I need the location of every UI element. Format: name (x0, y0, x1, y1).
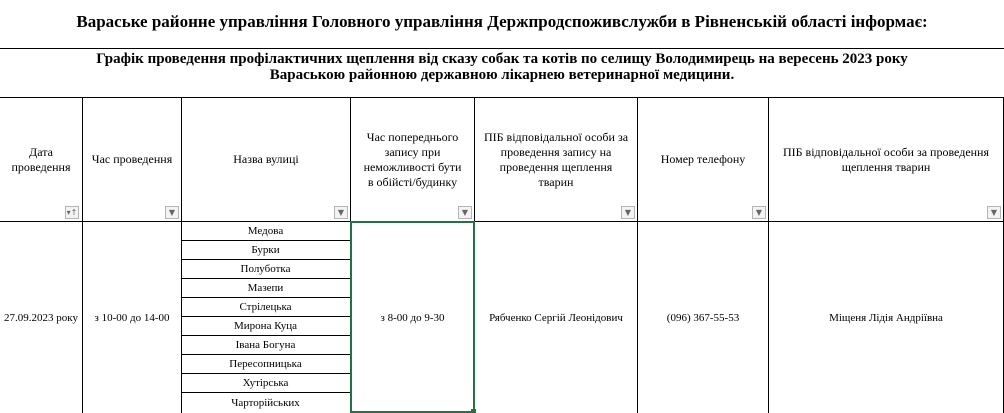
filter-dropdown-icon[interactable]: ▼ (165, 206, 179, 219)
schedule-title-line1: Графік проведення профілактичних щеплення від сказу собак та котів по селищу Володимирець на вересень 2023 року (96, 51, 908, 67)
filter-dropdown-icon[interactable]: ▼ (752, 206, 766, 219)
street-cell: Медова (181, 222, 350, 241)
street-cell: Бурки (181, 241, 350, 260)
date-cell: 27.09.2023 року (4, 311, 78, 324)
street-cell: Мирона Куца (181, 317, 350, 336)
column-header-vaccination-person: ПІБ відповідальної особи за проведення щеплення тварин (782, 144, 990, 174)
pre-registration-time-cell: з 8-00 до 9-30 (380, 311, 445, 324)
street-cell: Мазепи (181, 279, 350, 298)
street-cell: Пересопницька (181, 355, 350, 374)
divider (0, 48, 1004, 49)
registration-person-cell: Рябченко Сергій Леонідович (489, 311, 623, 324)
filter-dropdown-icon[interactable]: ▼ (621, 206, 635, 219)
filter-dropdown-icon[interactable]: ▼ (334, 206, 348, 219)
street-cell: Чарторійських (231, 396, 300, 409)
street-cell: Полуботка (181, 260, 350, 279)
column-header-street: Назва вулиці (233, 152, 299, 166)
street-cell: Хутірська (181, 374, 350, 393)
street-cell: Івана Богуна (181, 336, 350, 355)
column-header-time: Час проведення (91, 152, 173, 166)
sort-filter-icon[interactable]: ▾↑ (66, 208, 78, 217)
filter-dropdown-icon[interactable]: ▼ (987, 206, 1001, 219)
time-cell: з 10-00 до 14-00 (94, 311, 170, 324)
column-header-registration-person: ПІБ відповідальної особи за проведення запису на проведення щеплення тварин (483, 129, 629, 189)
schedule-title-line2: Вараською районною державною лікарнею ветеринарної медицини. (269, 67, 735, 83)
column-header-phone: Номер телефону (660, 152, 746, 166)
vaccination-person-cell: Міщеня Лідія Андріївна (829, 311, 943, 324)
page-title: Вараське районне управління Головного управління Держпродспоживслужби в Рівненській області інформає: (76, 12, 928, 31)
phone-cell: (096) 367-55-53 (666, 311, 740, 324)
street-cell: Стрілецька (181, 298, 350, 317)
filter-dropdown-icon[interactable]: ▼ (458, 206, 472, 219)
column-header-pre-registration: Час попереднього запису при неможливості бути в обійсті/будинку (363, 129, 462, 189)
column-header-date: Дата проведення (11, 144, 71, 174)
